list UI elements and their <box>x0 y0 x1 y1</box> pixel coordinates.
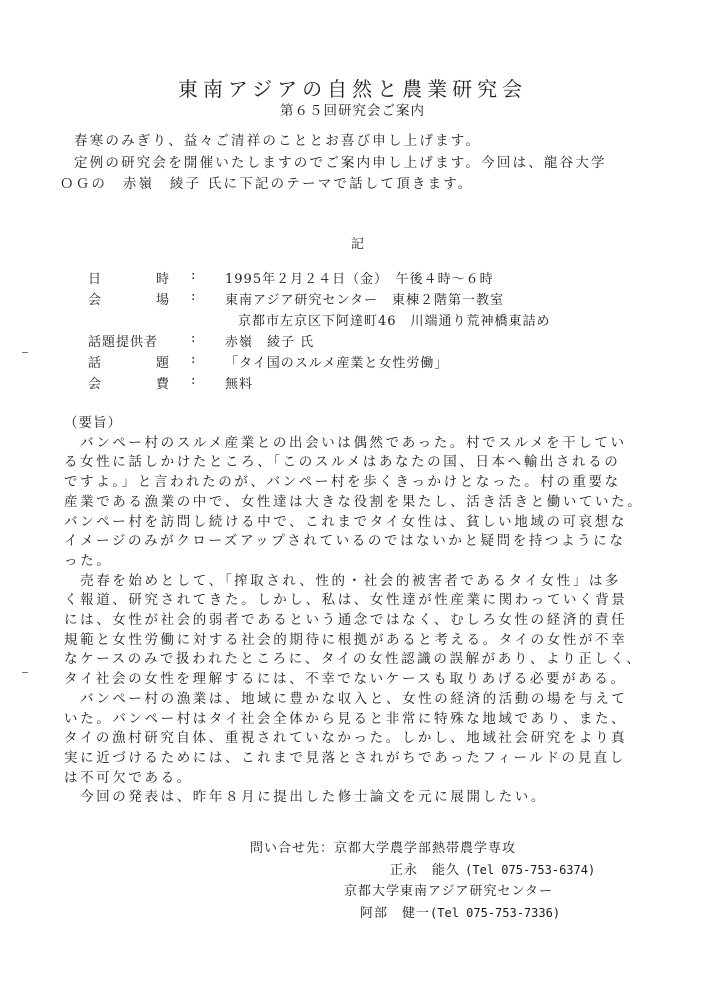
intro-line: 定例の研究会を開催いたしますのでご案内申し上げます。今回は、龍谷大学 <box>74 154 607 171</box>
summary-line: バンペー村のスルメ産業との出会いは偶然であった。村でスルメを干してい <box>64 434 627 451</box>
summary-line: いた。バンペー村はタイ社会全体から見ると非常に特殊な地域であり、また、 <box>64 710 628 727</box>
summary-line: った。 <box>64 552 113 569</box>
contact-block <box>250 838 690 924</box>
summary-line: タイ社会の女性を理解するには、不幸でないケースも取りあげる必要がある。 <box>64 671 627 688</box>
event-details <box>88 268 648 394</box>
contact-tel-2: (Tel 075-753-7336) <box>430 905 561 920</box>
detail-label: 会 費 <box>88 377 170 392</box>
margin-mark <box>22 352 28 353</box>
detail-label: 会 場 <box>88 293 170 308</box>
summary-line: なケースのみで扱われたところに、タイの女性認識の誤解があり、より正しく、 <box>64 651 643 668</box>
ki-heading: 記 <box>350 237 364 252</box>
intro-line: 春寒のみぎり、益々ご清祥のこととお喜び申し上げます。 <box>74 133 482 149</box>
detail-value-venue: 東南アジア研究センター 東棟２階第一教室 <box>225 293 504 308</box>
detail-value-topic: 「タイ国のスルメ産業と女性労働」 <box>225 356 449 371</box>
detail-value-speaker: 赤嶺 綾子 氏 <box>225 335 315 350</box>
contact-line-1 <box>250 838 690 860</box>
detail-row-fee: 会 費 : 無料 <box>88 373 254 392</box>
summary-line: 規範と女性労働に対する社会的期待に根拠があると考える。タイの女性が不幸 <box>64 631 628 648</box>
detail-row-venue: 会 場 : 東南アジア研究センター 東棟２階第一教室 <box>88 289 504 308</box>
summary-line: は不可欠である。 <box>64 769 193 786</box>
detail-row-address <box>88 310 648 331</box>
summary-line: ですよ。」と言われたのが、バンペー村を歩くきっかけとなった。村の重要な <box>64 474 621 491</box>
summary-line: イメージのみがクローズアップされているのではないかと疑問を持つようにな <box>64 533 626 550</box>
summary-line: く報道、研究されてきた。しかし、私は、女性達が性産業に関わっていく背景 <box>64 592 628 609</box>
detail-label: 話題提供者 <box>88 335 159 350</box>
detail-value-address: 京都市左京区下阿達町46 川端通り荒神橋東詰め <box>238 314 551 329</box>
summary-line: バンペー村の漁業は、地域に豊かな収入と、女性の経済的活動の場を与えて <box>64 690 628 707</box>
contact-person-1: 正永 能久 <box>390 862 461 878</box>
intro-line: ＯＧの 赤嶺 綾子 氏に下記のテーマで話して頂きます。 <box>60 176 474 192</box>
summary-line: 産業である漁業の中で、女性達は大きな役割を果たし、活き活きと働いていた。 <box>64 493 644 510</box>
contact-line-3 <box>250 881 690 903</box>
contact-label: 問い合せ先： <box>250 841 335 856</box>
document-subtitle: 第６５回研究会ご案内 <box>280 103 425 119</box>
detail-value-fee: 無料 <box>225 377 254 392</box>
summary-line: 実に近づけるためには、これまで見落とされがちであったフィールドの見直し <box>64 749 626 766</box>
summary-heading: （要旨） <box>64 415 122 431</box>
detail-row-date: 日 時 : 1995年２月２４日（金） 午後４時～６時 <box>88 268 494 287</box>
summary-line: 売春を始めとして、「搾取され、性的・社会的被害者であるタイ女性」は多 <box>64 572 622 589</box>
document-title: 東南アジアの自然と農業研究会 <box>177 77 528 101</box>
contact-org-2: 京都大学東南アジア研究センター <box>344 884 553 899</box>
detail-row-topic: 話 題 : 「タイ国のスルメ産業と女性労働」 <box>88 352 449 371</box>
margin-mark <box>22 672 28 673</box>
summary-line: には、女性が社会的弱者であるという通念ではなく、むしろ女性の経済的責任 <box>64 612 628 629</box>
summary-line: タイの漁村研究自体、重視されていなかった。しかし、地域社会研究をより真 <box>64 730 628 747</box>
contact-line-2 <box>250 860 690 882</box>
contact-person-2: 阿部 健一 <box>360 905 431 921</box>
detail-value-date: 1995年２月２４日（金） 午後４時～６時 <box>225 272 494 287</box>
detail-label: 日 時 <box>88 272 170 287</box>
detail-label: 話 題 <box>88 356 170 371</box>
contact-org-1: 京都大学農学部熱帯農学専攻 <box>334 841 517 856</box>
detail-row-speaker: 話題提供者 : 赤嶺 綾子 氏 <box>88 331 315 350</box>
contact-tel-1: (Tel 075-753-6374) <box>465 862 596 877</box>
summary-section <box>64 414 684 808</box>
intro-paragraph <box>60 131 672 196</box>
contact-line-4 <box>250 903 690 925</box>
summary-line: る女性に話しかけたところ、「このスルメはあなたの国、日本へ輸出されるの <box>64 454 621 471</box>
summary-line: 今回の発表は、昨年８月に提出した修士論文を元に展開したい。 <box>64 789 547 806</box>
summary-line: バンペー村を訪問し続ける中で、これまでタイ女性は、貧しい地域の可哀想な <box>64 513 627 530</box>
